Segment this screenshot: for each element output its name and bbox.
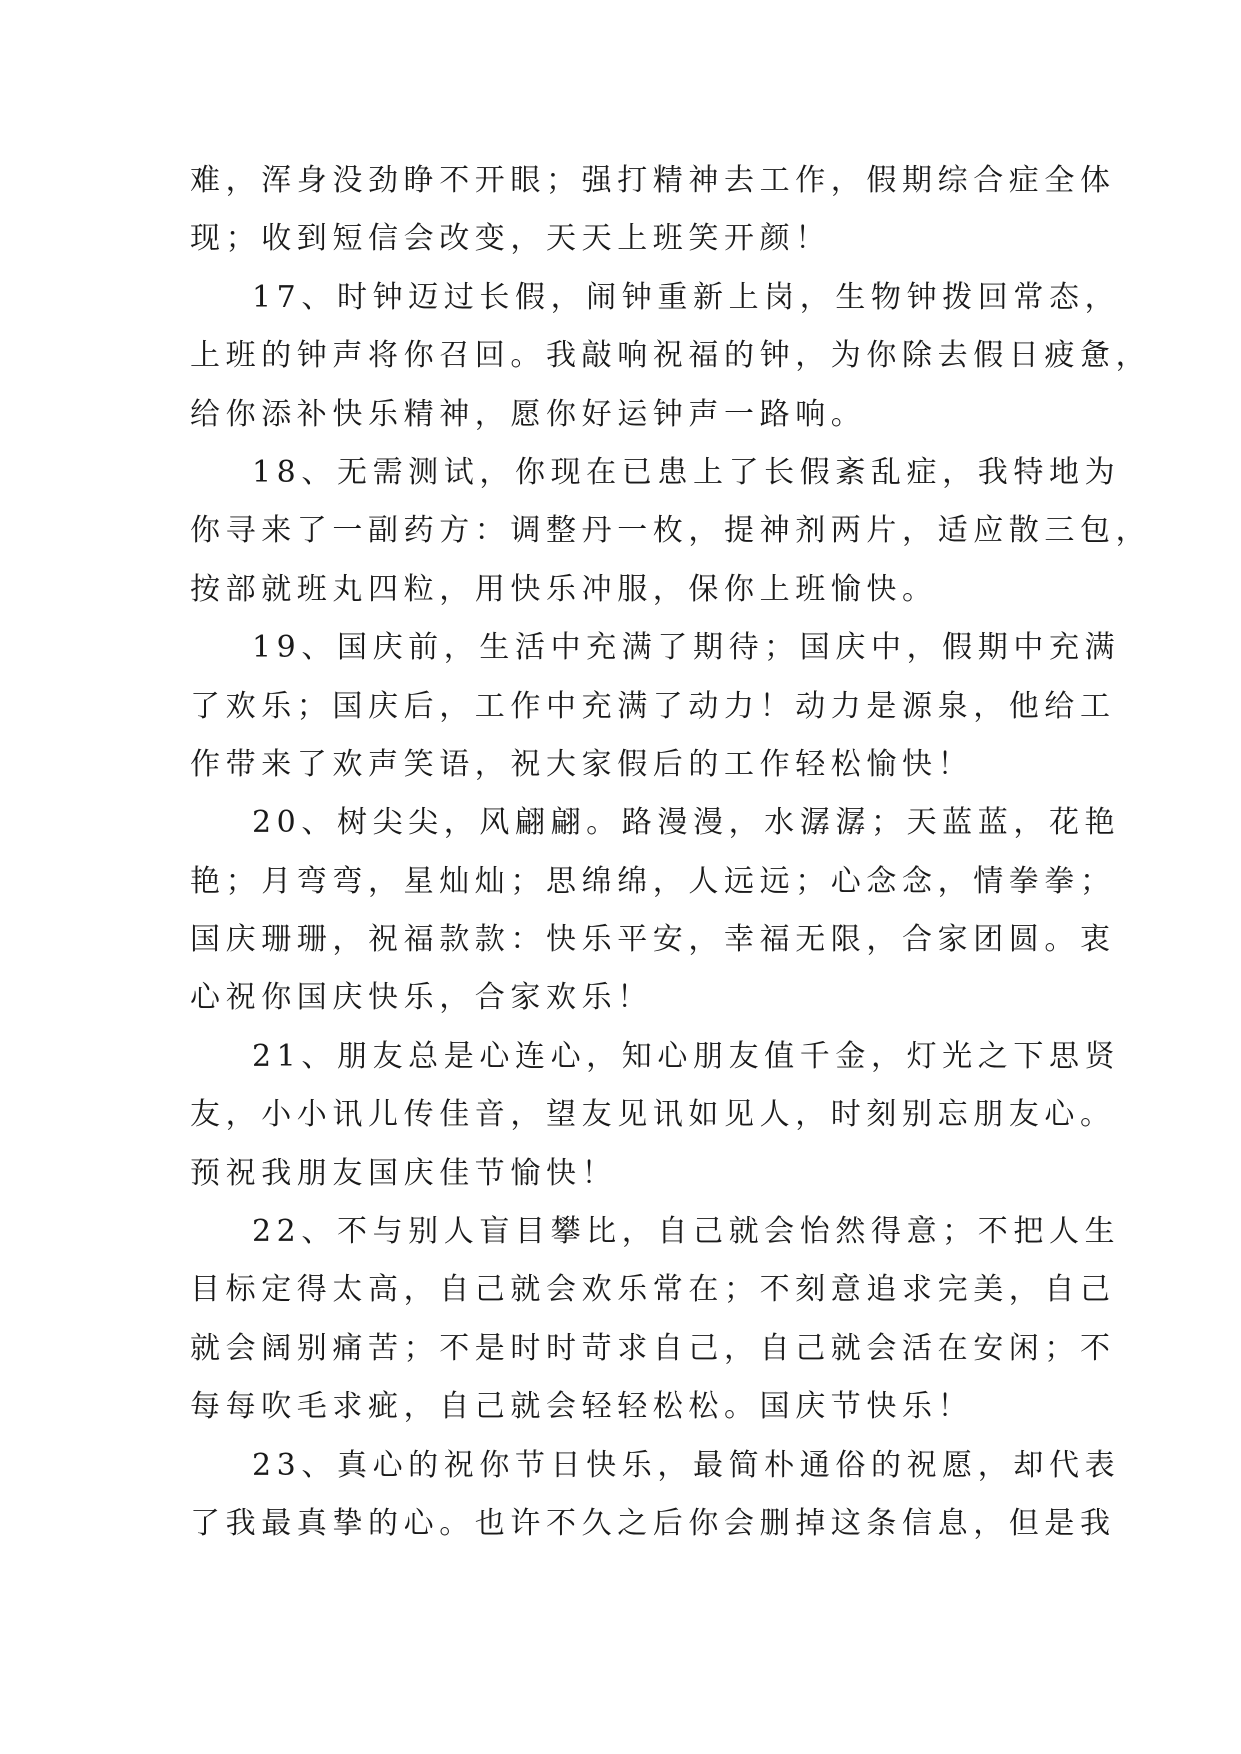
paragraph-p20 (190, 794, 1121, 1028)
text-line: 给你添补快乐精神，愿你好运钟声一路响。 (190, 396, 867, 432)
document-body (190, 152, 1152, 1553)
paragraph-p22 (190, 1203, 1121, 1437)
text-line: 就会阔别痛苦；不是时时苛求自己，自己就会活在安闲；不 (190, 1330, 1116, 1366)
text-line: 你寻来了一副药方：调整丹一枚，提神剂两片，适应散三包， (190, 513, 1152, 549)
text-line: 22、不与别人盲目攀比，自己就会怡然得意；不把人生 (252, 1214, 1121, 1250)
text-line: 现；收到短信会改变，天天上班笑开颜！ (190, 221, 831, 257)
text-line: 20、树尖尖，风翩翩。路漫漫，水潺潺；天蓝蓝，花艳 (252, 805, 1121, 841)
text-line: 按部就班丸四粒，用快乐冲服，保你上班愉快。 (190, 571, 938, 607)
paragraph-p16-tail (190, 152, 1116, 269)
text-line: 18、无需测试，你现在已患上了长假紊乱症，我特地为 (252, 454, 1121, 490)
text-line: 了我最真挚的心。也许不久之后你会删掉这条信息，但是我 (190, 1505, 1116, 1541)
text-line: 21、朋友总是心连心，知心朋友值千金，灯光之下思贤 (252, 1038, 1121, 1074)
text-line: 每每吹毛求疵，自己就会轻轻松松。国庆节快乐！ (190, 1389, 974, 1425)
text-line: 难，浑身没劲睁不开眼；强打精神去工作，假期综合症全体 (190, 163, 1116, 198)
text-line: 心祝你国庆快乐，合家欢乐！ (190, 980, 653, 1016)
text-line: 作带来了欢声笑语，祝大家假后的工作轻松愉快！ (190, 746, 974, 782)
paragraph-p23 (190, 1437, 1121, 1554)
paragraph-p19 (190, 619, 1121, 794)
text-line: 友，小小讯儿传佳音，望友见讯如见人，时刻别忘朋友心。 (190, 1097, 1116, 1133)
paragraph-p21 (190, 1028, 1121, 1203)
text-line: 了欢乐；国庆后，工作中充满了动力！动力是源泉，他给工 (190, 688, 1116, 724)
text-line: 17、时钟迈过长假，闹钟重新上岗，生物钟拨回常态， (252, 279, 1121, 315)
text-line: 23、真心的祝你节日快乐，最简朴通俗的祝愿，却代表 (252, 1447, 1121, 1483)
paragraph-p18 (190, 444, 1152, 619)
text-line: 艳；月弯弯，星灿灿；思绵绵，人远远；心念念，情拳拳； (190, 863, 1116, 899)
text-line: 预祝我朋友国庆佳节愉快！ (190, 1155, 618, 1191)
text-line: 19、国庆前，生活中充满了期待；国庆中，假期中充满 (252, 630, 1121, 666)
paragraph-p17 (190, 269, 1152, 444)
text-line: 目标定得太高，自己就会欢乐常在；不刻意追求完美，自己 (190, 1272, 1116, 1308)
text-line: 国庆珊珊，祝福款款：快乐平安，幸福无限，合家团圆。衷 (190, 922, 1116, 958)
text-line: 上班的钟声将你召回。我敲响祝福的钟，为你除去假日疲惫， (190, 338, 1152, 374)
